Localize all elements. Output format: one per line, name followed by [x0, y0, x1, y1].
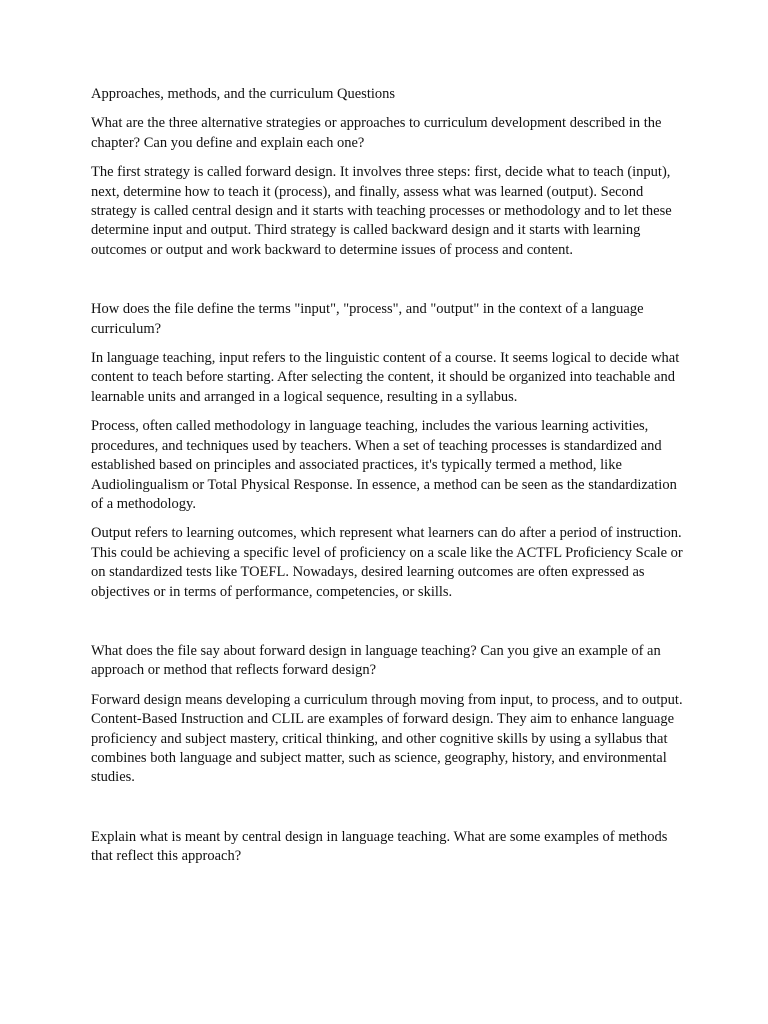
question-2: How does the file define the terms "input", "process", and "output" in the context of a language curriculum? [91, 301, 644, 337]
section-spacer [91, 270, 691, 300]
question-1: What are the three alternative strategies or approaches to curriculum development described in the chapter? Can you define and explain each one? [91, 115, 662, 151]
document-title: Approaches, methods, and the curriculum Questions [91, 86, 396, 102]
section-spacer [91, 612, 691, 642]
question-3: What does the file say about forward design in language teaching? Can you give an example of an approach or method that reflects forward design? [91, 642, 661, 679]
answer-2-input: In language teaching, input refers to the linguistic content of a course. It seems logical to decide what content to teach before starting. After selecting the content, it should be organized into teachable and learnable units and arranged in a logical sequence, resulting in a syllabus. [91, 350, 680, 405]
section-spacer [91, 798, 691, 828]
document-page [91, 85, 691, 877]
answer-2-output: Output refers to learning outcomes, which represent what learners can do after a period of instruction. This could be achieving a specific level of proficiency on a scale like the ACTFL Proficiency Scale or on standardized tests like TOEFL. Nowadays, desired learning outcomes are often expressed as objectives or in terms of performance, competencies, or skills. [91, 525, 683, 600]
answer-2-process: Process, often called methodology in language teaching, includes the various learning activities, procedures, and techniques used by teachers. When a set of teaching processes is standardized and established based on principles and associated practices, it's typically termed a method, like Audiolingualism or Total Physical Response. In essence, a method can be seen as the standardization of a methodology. [91, 418, 677, 512]
question-4: Explain what is meant by central design in language teaching. What are some examples of methods that reflect this approach? [91, 828, 668, 865]
answer-3: Forward design means developing a curriculum through moving from input, to process, and to output. Content-Based Instruction and CLIL are examples of forward design. They aim to enhance language proficiency and subject mastery, critical thinking, and other cognitive skills by using a syllabus that combines both language and subject matter, such as science, geography, history, and environmental studies. [91, 691, 683, 786]
answer-1: The first strategy is called forward design. It involves three steps: first, decide what to teach (input), next, determine how to teach it (process), and finally, assess what was learned (output). Second strategy is called central design and it starts with teaching processes or methodology and to let these determine input and output. Third strategy is called backward design and it starts with learning outcomes or output and work backward to determine issues of process and content. [91, 164, 672, 258]
